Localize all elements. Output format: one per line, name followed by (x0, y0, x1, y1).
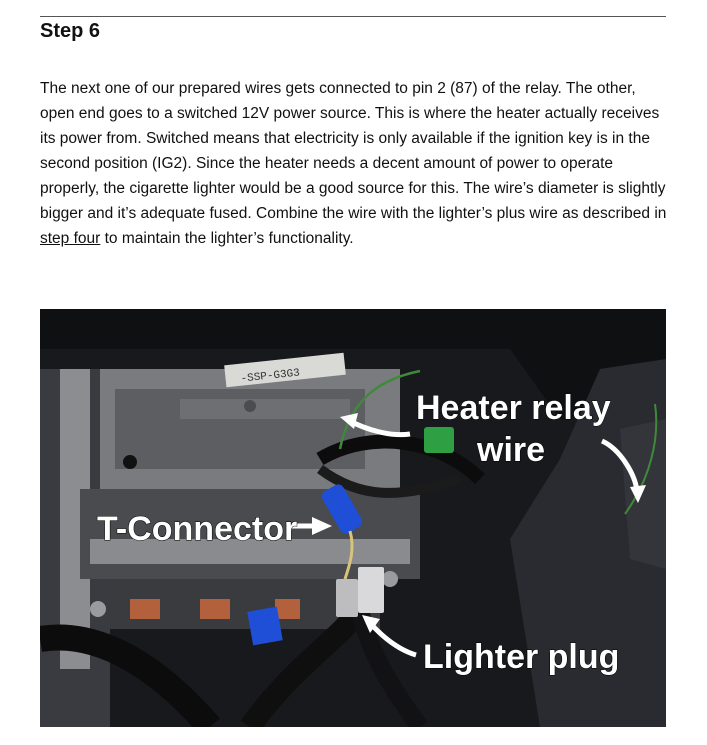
heater-relay-label: Heater relay (416, 389, 611, 427)
paragraph-part-1: The next one of our prepared wires gets connected to pin 2 (87) of the relay. The other, open end goes to a switched 12V power source. This is where the heater actually receives its power from. Switched means that electricity is only available if the ignition key is in the second position (IG2). Since the heater needs a decent amount of power to operate properly, the cigarette lighter would be a good source for this. The wire’s diameter is slightly bigger and it’s adequate fused. Combine the wire with the lighter’s plus wire as described in (40, 80, 667, 222)
sticker-text: -SSP-G3G3 (240, 367, 301, 386)
lighter-plug-label: Lighter plug (423, 638, 620, 676)
section-divider (40, 16, 666, 17)
step-four-link[interactable]: step four (40, 230, 101, 247)
t-connector-label: T-Connector (97, 510, 298, 548)
heater-relay-wire-label: wire (477, 431, 546, 469)
installation-photo (40, 309, 666, 727)
paragraph-part-2: to maintain the lighter’s functionality. (100, 230, 354, 247)
step-description (40, 76, 670, 251)
photo-illustration (40, 309, 666, 727)
step-title: Step 6 (40, 20, 101, 42)
